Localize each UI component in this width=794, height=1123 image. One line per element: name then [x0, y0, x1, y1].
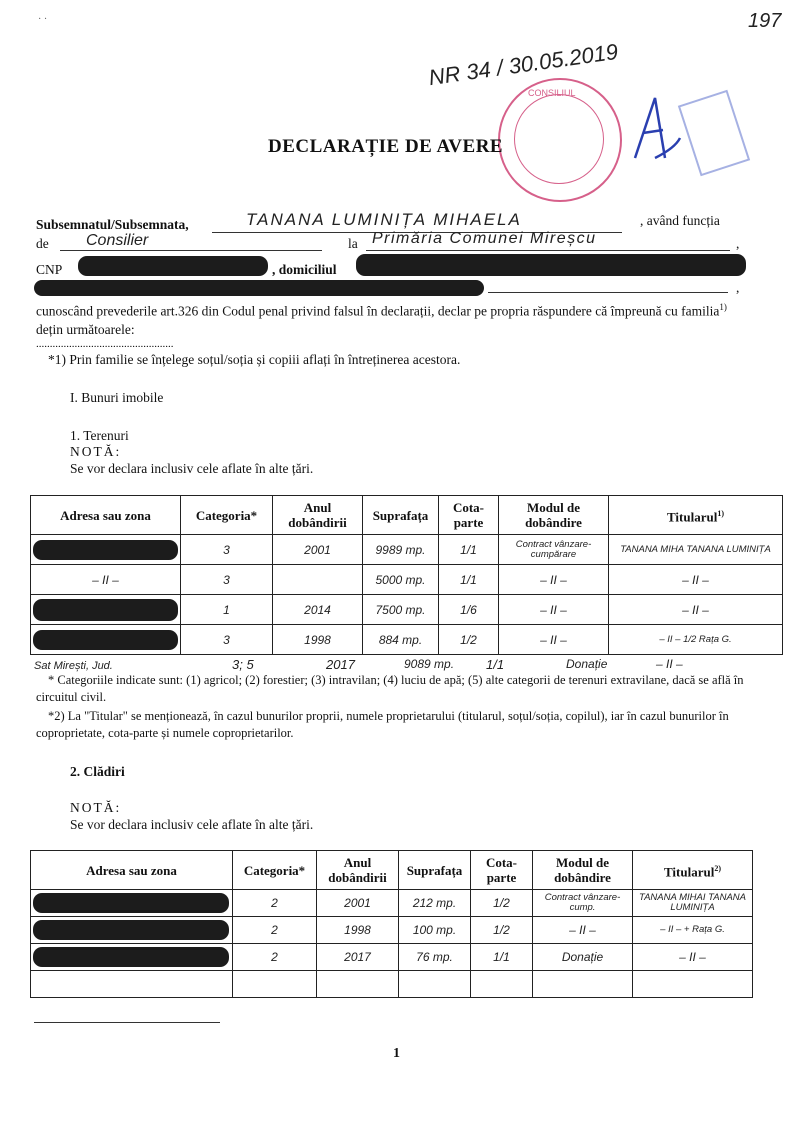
- page-corner-number: 197: [748, 10, 782, 32]
- col-address: Adresa sau zona: [31, 496, 181, 535]
- category-cell: 2: [233, 917, 317, 944]
- statement-main: cunoscând prevederile art.326 din Codul penal privind falsul în declarații, declar pe propria răspundere că împreună cu familia: [36, 303, 720, 319]
- institution-underline: [366, 250, 730, 251]
- area-cell: [399, 971, 471, 998]
- mode-cell: – II –: [533, 917, 633, 944]
- domicile-underline: [488, 292, 728, 293]
- owner-cell: – II – 1/2 Rața G.: [609, 625, 783, 655]
- overflow-row-area: 9089 mp.: [404, 657, 455, 671]
- address-cell: [31, 944, 233, 971]
- col-owner: [633, 851, 753, 890]
- year-cell: 2001: [317, 890, 399, 917]
- registration-number: NR 34 / 30.05.2019: [427, 38, 620, 91]
- overflow-row-owner: – II –: [656, 657, 683, 671]
- share-cell: 1/1: [471, 944, 533, 971]
- mode-cell: – II –: [499, 565, 609, 595]
- mode-cell: – II –: [499, 625, 609, 655]
- year-cell: 2014: [273, 595, 363, 625]
- col-owner-label: Titularul: [663, 864, 715, 880]
- statement-sup: 1): [719, 302, 727, 312]
- note-titular: *2) La "Titular" se menționează, în cazul bunurilor proprii, numele proprietarului (titularul, soțul/soția, copilul), iar în cazul bunurilor în coproprietate, cota-parte și numele coproprietarilor.: [36, 709, 729, 740]
- table-row: [31, 944, 753, 971]
- table-row: [31, 595, 783, 625]
- category-cell: 2: [233, 890, 317, 917]
- section1-nota-text: Se vor declara inclusiv cele aflate în alte țări.: [70, 461, 314, 476]
- col-category: Categoria*: [233, 851, 317, 890]
- redacted-address: [33, 630, 178, 650]
- category-cell: 3: [181, 565, 273, 595]
- redacted-cnp: [78, 256, 268, 276]
- share-cell: 1/1: [439, 535, 499, 565]
- owner-cell: – II –: [609, 595, 783, 625]
- domicile-label: , domiciliul: [272, 262, 337, 277]
- land-table-header: [31, 496, 783, 535]
- share-cell: 1/6: [439, 595, 499, 625]
- share-cell: 1/2: [471, 890, 533, 917]
- share-cell: 1/1: [439, 565, 499, 595]
- share-cell: 1/2: [471, 917, 533, 944]
- category-cell: [233, 971, 317, 998]
- page-title: DECLARAȚIE DE AVERE: [268, 136, 504, 157]
- category-cell: 2: [233, 944, 317, 971]
- col-owner-label: Titularul: [666, 509, 718, 525]
- owner-cell: – II –: [609, 565, 783, 595]
- redacted-address: [33, 947, 229, 967]
- buildings-table: [30, 850, 753, 998]
- year-cell: [317, 971, 399, 998]
- undersigned-label: Subsemnatul/Subsemnata,: [36, 217, 189, 232]
- area-cell: 100 mp.: [399, 917, 471, 944]
- function-label: , având funcția: [640, 213, 720, 228]
- area-cell: 76 mp.: [399, 944, 471, 971]
- col-area: Suprafața: [363, 496, 439, 535]
- section2-nota-label: NOTĂ:: [70, 800, 122, 815]
- owner-cell: [633, 971, 753, 998]
- name-value: TANANA LUMINIȚA MIHAELA: [246, 210, 522, 229]
- table-row: [31, 890, 753, 917]
- table-row: [31, 535, 783, 565]
- col-year: Anul dobândirii: [273, 496, 363, 535]
- buildings-table-header: [31, 851, 753, 890]
- category-cell: 3: [181, 535, 273, 565]
- col-area: Suprafața: [399, 851, 471, 890]
- mode-cell: Contract vânzare-cumpărare: [499, 535, 609, 565]
- note-categories: * Categoriile indicate sunt: (1) agricol; (2) forestier; (3) intravilan; (4) luciu de apă; (5) alte categorii de terenuri extravilane, dacă se află în circuitul civil.: [36, 673, 744, 704]
- col-address: Adresa sau zona: [31, 851, 233, 890]
- area-cell: 884 mp.: [363, 625, 439, 655]
- statement-end: dețin următoarele:: [36, 321, 135, 337]
- year-cell: 1998: [317, 917, 399, 944]
- redacted-address: [33, 893, 229, 913]
- section1-subheading: 1. Terenuri: [70, 428, 129, 443]
- institution-value: Primăria Comunei Mireșcu: [372, 230, 597, 247]
- mode-cell: Contract vânzare-cump.: [533, 890, 633, 917]
- col-mode: Modul de dobândire: [533, 851, 633, 890]
- comma-2: ,: [736, 280, 740, 295]
- stamp-seal: [498, 78, 622, 202]
- address-cell: [31, 535, 181, 565]
- owner-cell: TANANA MIHA TANANA LUMINIȚA: [609, 535, 783, 565]
- share-cell: [471, 971, 533, 998]
- section2-heading: 2. Clădiri: [70, 764, 125, 779]
- owner-cell: – II –: [633, 944, 753, 971]
- comma: ,: [736, 236, 740, 251]
- area-cell: 9989 mp.: [363, 535, 439, 565]
- address-cell: [31, 625, 181, 655]
- scan-speck: · ·: [38, 14, 48, 25]
- stamp-inner-ring: [514, 94, 604, 184]
- de-label: de: [36, 236, 49, 251]
- col-category: Categoria*: [181, 496, 273, 535]
- address-cell: – II –: [31, 565, 181, 595]
- col-share: Cota-parte: [439, 496, 499, 535]
- table-row: [31, 565, 783, 595]
- address-cell: [31, 595, 181, 625]
- year-cell: 1998: [273, 625, 363, 655]
- redacted-domicile-cont: [34, 280, 484, 296]
- page-number: 1: [393, 1046, 400, 1061]
- stamp-text: CONSILIUL: [528, 88, 576, 98]
- col-owner-sup: 1): [717, 508, 724, 518]
- function-value: Consilier: [86, 232, 149, 249]
- year-cell: 2017: [317, 944, 399, 971]
- year-cell: [273, 565, 363, 595]
- footnote-separator: [34, 1022, 220, 1023]
- area-cell: 7500 mp.: [363, 595, 439, 625]
- signature-mark: [625, 88, 685, 168]
- registry-blue-stamp: [678, 90, 750, 176]
- table-row: [31, 917, 753, 944]
- cnp-label: CNP: [36, 262, 63, 277]
- share-cell: 1/2: [439, 625, 499, 655]
- table-row: [31, 971, 753, 998]
- overflow-row-address: Sat Mirești, Jud.: [34, 660, 113, 672]
- year-cell: 2001: [273, 535, 363, 565]
- overflow-row-mode: Donație: [566, 657, 608, 671]
- overflow-row-share: 1/1: [486, 657, 505, 672]
- section1-heading: I. Bunuri imobile: [70, 390, 164, 405]
- mode-cell: – II –: [499, 595, 609, 625]
- col-share: Cota-parte: [471, 851, 533, 890]
- owner-cell: TANANA MIHAI TANANA LUMINIȚA: [633, 890, 753, 917]
- mode-cell: [533, 971, 633, 998]
- function-underline: [60, 250, 322, 251]
- address-cell: [31, 971, 233, 998]
- section2-nota-text: Se vor declara inclusiv cele aflate în alte țări.: [70, 817, 314, 832]
- col-owner: [609, 496, 783, 535]
- redacted-address: [33, 540, 178, 560]
- statement-text: [36, 298, 736, 339]
- col-owner-sup: 2): [714, 863, 721, 873]
- mode-cell: Donație: [533, 944, 633, 971]
- redacted-domicile: [356, 254, 746, 276]
- section1-nota-label: NOTĂ:: [70, 444, 122, 459]
- owner-cell: – II – + Rața G.: [633, 917, 753, 944]
- address-cell: [31, 890, 233, 917]
- area-cell: 5000 mp.: [363, 565, 439, 595]
- overflow-row-year: 2017: [326, 657, 355, 672]
- overflow-row-category: 3; 5: [232, 657, 254, 672]
- redacted-address: [33, 599, 178, 621]
- col-mode: Modul de dobândire: [499, 496, 609, 535]
- redacted-address: [33, 920, 229, 940]
- land-table: [30, 495, 783, 655]
- address-cell: [31, 917, 233, 944]
- category-cell: 3: [181, 625, 273, 655]
- la-label: la: [348, 236, 358, 251]
- table-row: [31, 625, 783, 655]
- footnote-dots: ..................................................: [36, 338, 174, 350]
- footnote-family: *1) Prin familie se înțelege soțul/soția și copiii aflați în întreținerea acestora.: [48, 352, 461, 367]
- category-cell: 1: [181, 595, 273, 625]
- col-year: Anul dobândirii: [317, 851, 399, 890]
- area-cell: 212 mp.: [399, 890, 471, 917]
